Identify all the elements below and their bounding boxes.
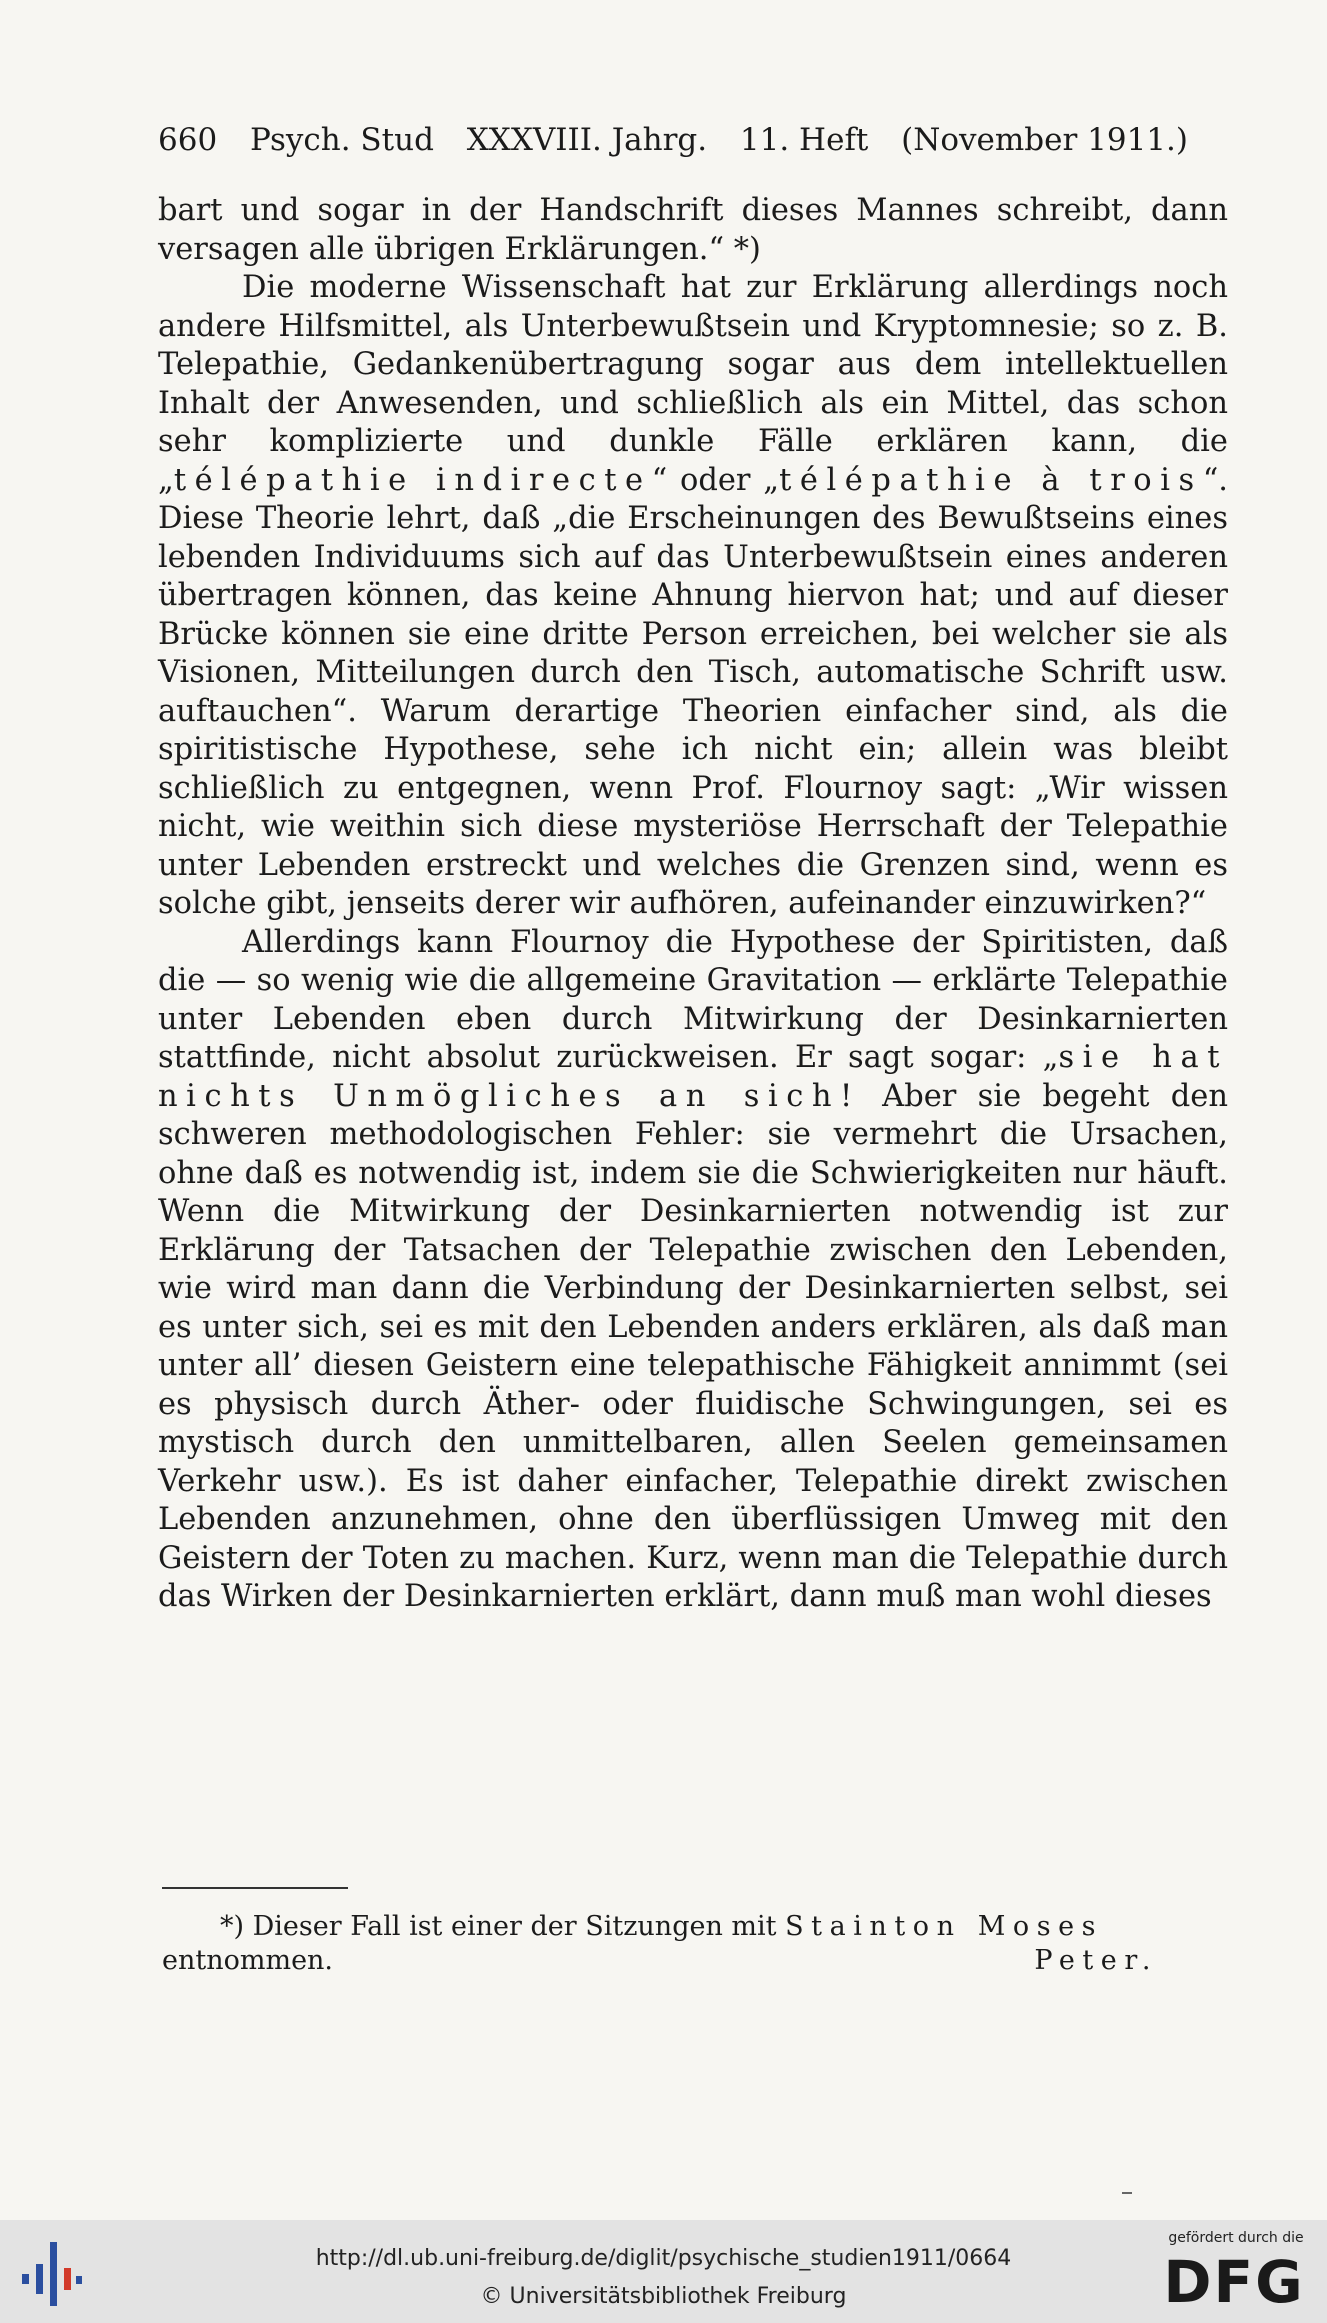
- text-segment: Aber sie begeht den schweren methodologischen Fehler: sie vermehrt die Ursachen, ohne daß es notwendig ist, indem sie die Schwierigkeiten nur häuft. Wenn die Mitwirkung der Desinkarnierten notwendig ist zur Erklärung der Tatsachen der Telepathie zwischen den Lebenden, wie wird man dann die Verbindung der Desinkarnierten selbst, sei es unter sich, sei es mit den Lebenden anders erklären, als daß man unter all’ diesen Geistern eine telepathische Fähigkeit annimmt (sei es physisch durch Äther- oder fluidische Schwingungen, sei es mystisch durch den unmittelbaren, allen Seelen gemeinsamen Verkehr usw.). Es ist daher einfacher, Telepathie direkt zwischen Lebenden anzunehmen, ohne den überflüssigen Umweg mit den Geistern der Toten zu machen. Kurz, wenn man die Telepathie durch das Wirken der Desinkarnierten erklärt, dann muß man wohl dieses: [158, 1078, 1228, 1614]
- footnote-signature: Peter.: [1034, 1945, 1158, 1976]
- paragraph-3: [158, 924, 1228, 1617]
- footnote-text: Dieser Fall ist einer der Sitzungen mit: [244, 1911, 786, 1942]
- text-segment: “ oder „: [651, 462, 780, 498]
- footnote: [162, 1910, 1188, 1978]
- copyright-notice: © Universitätsbibliothek Freiburg: [480, 2284, 847, 2309]
- journal-title: Psych. Stud: [249, 122, 434, 158]
- text-segment: Die moderne Wissenschaft hat zur Erklärung allerdings noch andere Hilfsmittel, als Unterbewußtsein und Kryptomnesie; so z. B. Telepathie, Gedankenübertragung sogar aus dem intellektuellen Inhalt der Anwesenden, und schließlich als ein Mittel, das schon sehr komplizierte und dunkle Fälle erklären kann, die „: [158, 270, 1228, 498]
- source-url[interactable]: http://dl.ub.uni-freiburg.de/diglit/psychische_studien1911/0664: [315, 2246, 1012, 2271]
- footnote-line: [162, 1944, 1188, 1978]
- viewer-footer: [0, 2220, 1327, 2323]
- paragraph-1: [158, 192, 1228, 269]
- dfg-logo[interactable]: DFG: [1163, 2248, 1305, 2316]
- text-segment: bart und sogar in der Handschrift dieses Mannes schreibt, dann versagen alle übrigen Erklärungen.“ *): [158, 193, 1228, 267]
- page-mark: [1122, 2192, 1132, 2194]
- body-text: [158, 192, 1228, 1617]
- issue-label: 11. Heft: [739, 122, 869, 158]
- text-segment: Allerdings kann Flournoy die Hypothese der Spiritisten, daß die — so wenig wie die allgemeine Gravitation — erklärte Telepathie unter Lebenden eben durch Mitwirkung der Desinkarnierten stattfinde, nicht absolut zurückweisen. Er sagt sogar: „: [158, 924, 1228, 1075]
- footnote-marker: *): [220, 1911, 245, 1942]
- footnote-spaced-name: Stainton Moses: [785, 1911, 1104, 1942]
- emphasized-term: télépathie indirecte: [173, 462, 652, 498]
- paragraph-2: [158, 269, 1228, 924]
- sponsor-caption: gefördert durch die: [1168, 2230, 1304, 2246]
- running-header: [158, 120, 1188, 160]
- text-segment: “. Diese Theorie lehrt, daß „die Erscheinungen des Bewußtseins eines lebenden Individuums sich auf das Unterbewußtsein eines anderen übertragen können, das keine Ahnung hiervon hat; und auf dieser Brücke können sie eine dritte Person erreichen, bei welcher sie als Visionen, Mitteilungen durch den Tisch, automatische Schrift usw. auftauchen“. Warum derartige Theorien einfacher sind, als die spiritistische Hypothese, sehe ich nicht ein; allein was bleibt schließlich zu entgegnen, wenn Prof. Flournoy sagt: „Wir wissen nicht, wie weithin sich diese mysteriöse Herrschaft der Telepathie unter Lebenden erstreckt und welches die Grenzen sind, wenn es solche gibt, jenseits derer wir aufhören, aufeinander einzuwirken?“: [158, 462, 1228, 921]
- emphasized-term: télépathie à trois: [779, 462, 1203, 498]
- volume-label: XXXVIII. Jahrg.: [466, 122, 708, 158]
- issue-date: (November 1911.): [901, 122, 1188, 158]
- footnote-divider: [162, 1887, 348, 1889]
- emphasized-quote: sie hat nichts Unmögliches an sich!: [158, 1040, 1228, 1114]
- footnote-text-end: entnommen.: [162, 1945, 334, 1976]
- page-number: 660: [158, 122, 218, 158]
- footnote-line: [162, 1910, 1188, 1944]
